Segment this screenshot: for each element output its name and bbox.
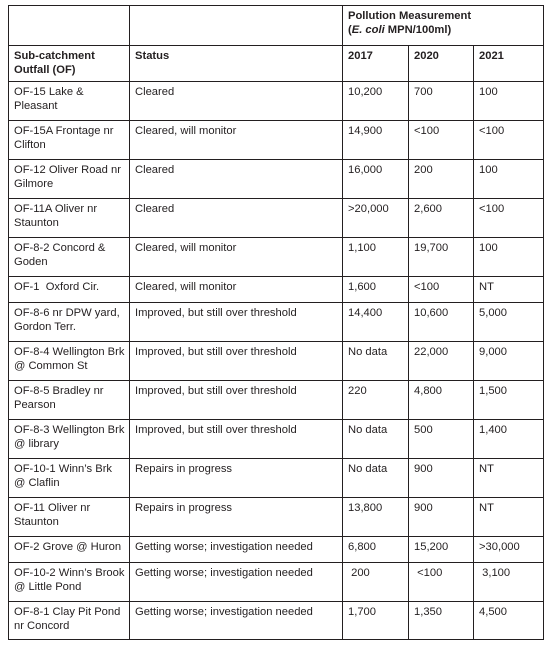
outfall-cell: OF-8-5 Bradley nr Pearson [9, 381, 130, 420]
value-2021-cell: 1,400 [474, 420, 544, 459]
pollution-unit-open: ( [348, 24, 352, 36]
status-cell: Repairs in progress [130, 459, 343, 498]
value-2021-cell: 9,000 [474, 342, 544, 381]
value-2021-cell: NT [474, 277, 544, 303]
value-2020-cell: 200 [409, 160, 474, 199]
table-row [9, 199, 544, 238]
table-row [9, 160, 544, 199]
value-2021-cell: 4,500 [474, 602, 544, 640]
outfall-cell: OF-12 Oliver Road nr Gilmore [9, 160, 130, 199]
pollution-unit-italic: E. coli [351, 24, 385, 36]
status-cell: Cleared [130, 160, 343, 199]
value-2021-cell: NT [474, 459, 544, 498]
value-2017-cell: 14,400 [343, 303, 409, 342]
status-cell: Improved, but still over threshold [130, 303, 343, 342]
status-cell: Improved, but still over threshold [130, 381, 343, 420]
outfall-cell: OF-8-3 Wellington Brk @ library [9, 420, 130, 459]
value-2017-cell: >20,000 [343, 199, 409, 238]
value-2017-cell: 220 [343, 381, 409, 420]
value-2020-cell: 1,350 [409, 602, 474, 640]
value-2020-cell: 2,600 [409, 199, 474, 238]
value-2021-cell: >30,000 [474, 537, 544, 563]
value-2021-cell: <100 [474, 199, 544, 238]
header-empty-cell [9, 6, 130, 46]
table-row [9, 342, 544, 381]
outfall-cell: OF-1 Oxford Cir. [9, 277, 130, 303]
outfall-cell: OF-8-4 Wellington Brk @ Common St [9, 342, 130, 381]
outfall-cell: OF-2 Grove @ Huron [9, 537, 130, 563]
outfall-cell: OF-8-1 Clay Pit Pond nr Concord [9, 602, 130, 640]
outfall-cell: OF-15A Frontage nr Clifton [9, 121, 130, 160]
outfall-cell: OF-11 Oliver nr Staunton [9, 498, 130, 537]
table-row [9, 277, 544, 303]
outfall-cell: OF-10-1 Winn’s Brk @ Claflin [9, 459, 130, 498]
outfall-cell: OF-11A Oliver nr Staunton [9, 199, 130, 238]
header-row-top [9, 6, 544, 46]
table-row [9, 238, 544, 277]
outfall-cell: OF-10-2 Winn’s Brook @ Little Pond [9, 563, 130, 602]
value-2017-cell: 6,800 [343, 537, 409, 563]
table-row [9, 121, 544, 160]
column-header-2021: 2021 [474, 46, 544, 82]
pollution-measurement-header [343, 6, 544, 46]
pollution-table [8, 5, 544, 640]
value-2021-cell: 5,000 [474, 303, 544, 342]
table-row [9, 563, 544, 602]
table-row [9, 459, 544, 498]
status-cell: Cleared, will monitor [130, 238, 343, 277]
column-header-2017: 2017 [343, 46, 409, 82]
value-2021-cell: 100 [474, 238, 544, 277]
value-2021-cell: 3,100 [474, 563, 544, 602]
value-2017-cell: 1,100 [343, 238, 409, 277]
outfall-cell: OF-8-6 nr DPW yard, Gordon Terr. [9, 303, 130, 342]
column-header-status: Status [130, 46, 343, 82]
value-2017-cell: No data [343, 420, 409, 459]
status-cell: Getting worse; investigation needed [130, 563, 343, 602]
value-2020-cell: 15,200 [409, 537, 474, 563]
value-2020-cell: 900 [409, 459, 474, 498]
value-2017-cell: 200 [343, 563, 409, 602]
status-cell: Cleared [130, 199, 343, 238]
pollution-title: Pollution Measurement [348, 10, 472, 22]
value-2020-cell: <100 [409, 277, 474, 303]
status-cell: Improved, but still over threshold [130, 420, 343, 459]
outfall-cell: OF-15 Lake & Pleasant [9, 82, 130, 121]
table-row [9, 381, 544, 420]
table-row [9, 420, 544, 459]
status-cell: Improved, but still over threshold [130, 342, 343, 381]
value-2017-cell: 16,000 [343, 160, 409, 199]
table-row [9, 602, 544, 640]
status-cell: Cleared, will monitor [130, 121, 343, 160]
value-2021-cell: 100 [474, 160, 544, 199]
value-2017-cell: 1,600 [343, 277, 409, 303]
value-2017-cell: 10,200 [343, 82, 409, 121]
table-container [8, 5, 544, 640]
status-cell: Cleared, will monitor [130, 277, 343, 303]
status-cell: Getting worse; investigation needed [130, 537, 343, 563]
value-2020-cell: 19,700 [409, 238, 474, 277]
value-2021-cell: 1,500 [474, 381, 544, 420]
value-2020-cell: 10,600 [409, 303, 474, 342]
table-row [9, 537, 544, 563]
header-row-columns [9, 46, 544, 82]
column-header-subcatchment: Sub-catchment Outfall (OF) [9, 46, 130, 82]
value-2020-cell: 900 [409, 498, 474, 537]
value-2020-cell: 22,000 [409, 342, 474, 381]
value-2020-cell: <100 [409, 121, 474, 160]
value-2017-cell: No data [343, 342, 409, 381]
table-body [9, 6, 544, 640]
outfall-cell: OF-8-2 Concord & Goden [9, 238, 130, 277]
table-row [9, 303, 544, 342]
pollution-unit-rest: MPN/100ml) [384, 24, 452, 36]
value-2021-cell: NT [474, 498, 544, 537]
value-2017-cell: 13,800 [343, 498, 409, 537]
status-cell: Cleared [130, 82, 343, 121]
value-2020-cell: <100 [409, 563, 474, 602]
value-2021-cell: 100 [474, 82, 544, 121]
value-2017-cell: No data [343, 459, 409, 498]
value-2020-cell: 500 [409, 420, 474, 459]
status-cell: Getting worse; investigation needed [130, 602, 343, 640]
value-2017-cell: 14,900 [343, 121, 409, 160]
value-2020-cell: 700 [409, 82, 474, 121]
table-row [9, 82, 544, 121]
header-empty-cell [130, 6, 343, 46]
status-cell: Repairs in progress [130, 498, 343, 537]
value-2017-cell: 1,700 [343, 602, 409, 640]
value-2020-cell: 4,800 [409, 381, 474, 420]
value-2021-cell: <100 [474, 121, 544, 160]
column-header-2020: 2020 [409, 46, 474, 82]
table-row [9, 498, 544, 537]
